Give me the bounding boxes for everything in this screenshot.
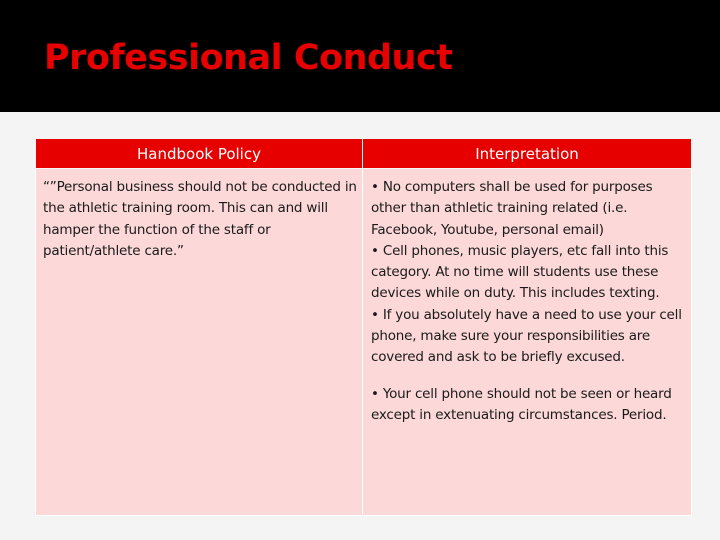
title-band xyxy=(0,0,720,112)
header-row xyxy=(36,139,692,169)
interpretation-bullet-computers: • No computers shall be used for purposes other than athletic training related (i.e. Facebook, Youtube, personal email) xyxy=(371,179,653,238)
table-row xyxy=(36,169,692,516)
header-handbook-policy: Handbook Policy xyxy=(36,139,363,169)
policy-table xyxy=(35,138,692,516)
policy-text: “”Personal business should not be conducted in the athletic training room. This can and will hamper the function of the staff or patient/athlete care.” xyxy=(43,179,357,259)
interpretation-bullet-period: • Your cell phone should not be seen or heard except in extenuating circumstances. Period. xyxy=(371,385,672,423)
policy-cell xyxy=(36,169,363,516)
interpretation-bullet-need: • If you absolutely have a need to use your cell phone, make sure your responsibilities are covered and ask to be briefly excused. xyxy=(371,306,682,366)
interpretation-bullet-devices: • Cell phones, music players, etc fall into this category. At no time will students use these devices while on duty. This includes texting. xyxy=(371,242,669,302)
header-interpretation: Interpretation xyxy=(363,139,692,169)
slide-title: Professional Conduct xyxy=(44,38,453,78)
interpretation-cell xyxy=(363,169,692,516)
